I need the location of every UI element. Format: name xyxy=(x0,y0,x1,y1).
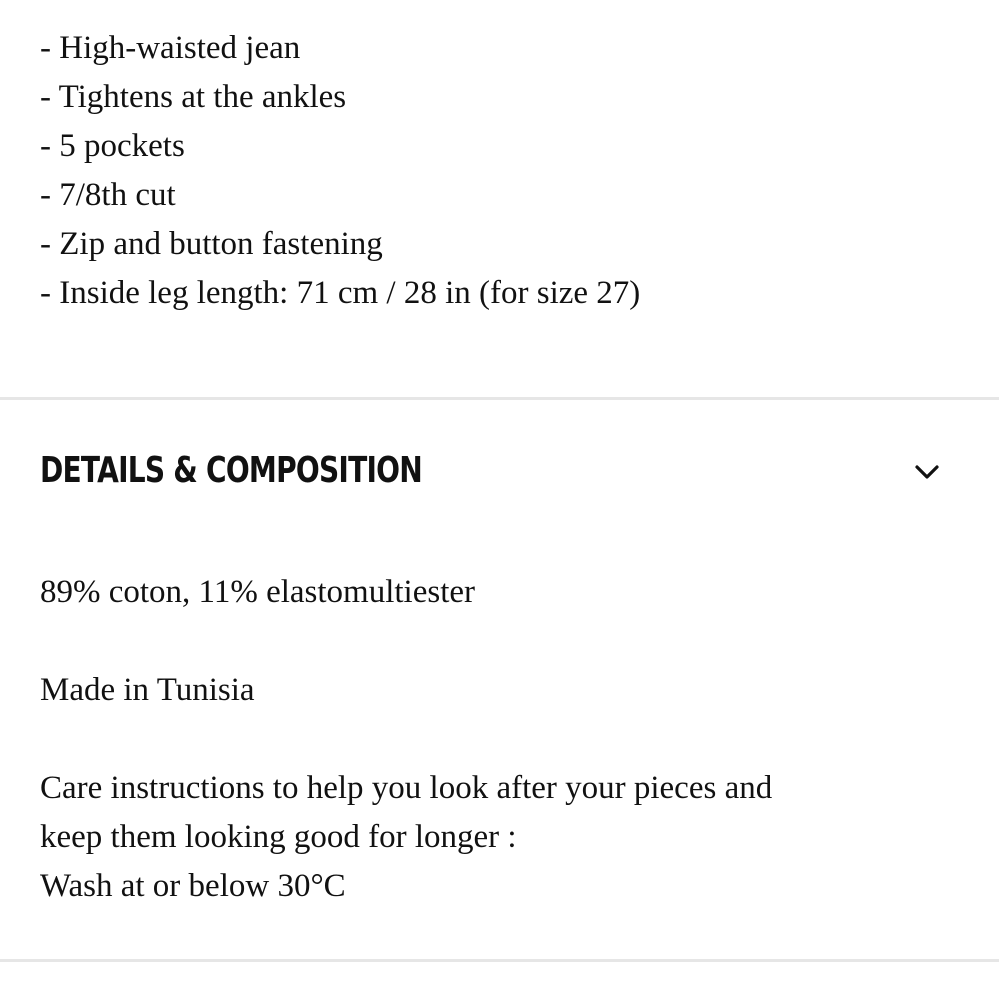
details-composition-accordion-toggle[interactable] xyxy=(0,400,999,545)
care-intro-line: keep them looking good for longer : xyxy=(40,819,517,855)
feature-item: - 5 pockets xyxy=(40,128,185,164)
origin-text: Made in Tunisia xyxy=(40,672,255,708)
care-wash-text: Wash at or below 30°C xyxy=(40,868,346,904)
care-instructions xyxy=(40,764,970,911)
feature-item: - Tightens at the ankles xyxy=(40,79,347,115)
details-composition-panel xyxy=(40,568,970,960)
product-features-list xyxy=(40,24,960,318)
section-divider xyxy=(0,959,999,962)
feature-item: - Inside leg length: 71 cm / 28 in (for size 27) xyxy=(40,275,641,311)
accordion-title: DETAILS & COMPOSITION xyxy=(40,450,422,491)
feature-item: - Zip and button fastening xyxy=(40,226,383,262)
care-intro-line: Care instructions to help you look after your pieces and xyxy=(40,770,773,806)
composition-text: 89% coton, 11% elastomultiester xyxy=(40,574,476,610)
feature-item: - High-waisted jean xyxy=(40,30,301,66)
feature-item: - 7/8th cut xyxy=(40,177,176,213)
chevron-down-icon[interactable] xyxy=(911,456,943,488)
